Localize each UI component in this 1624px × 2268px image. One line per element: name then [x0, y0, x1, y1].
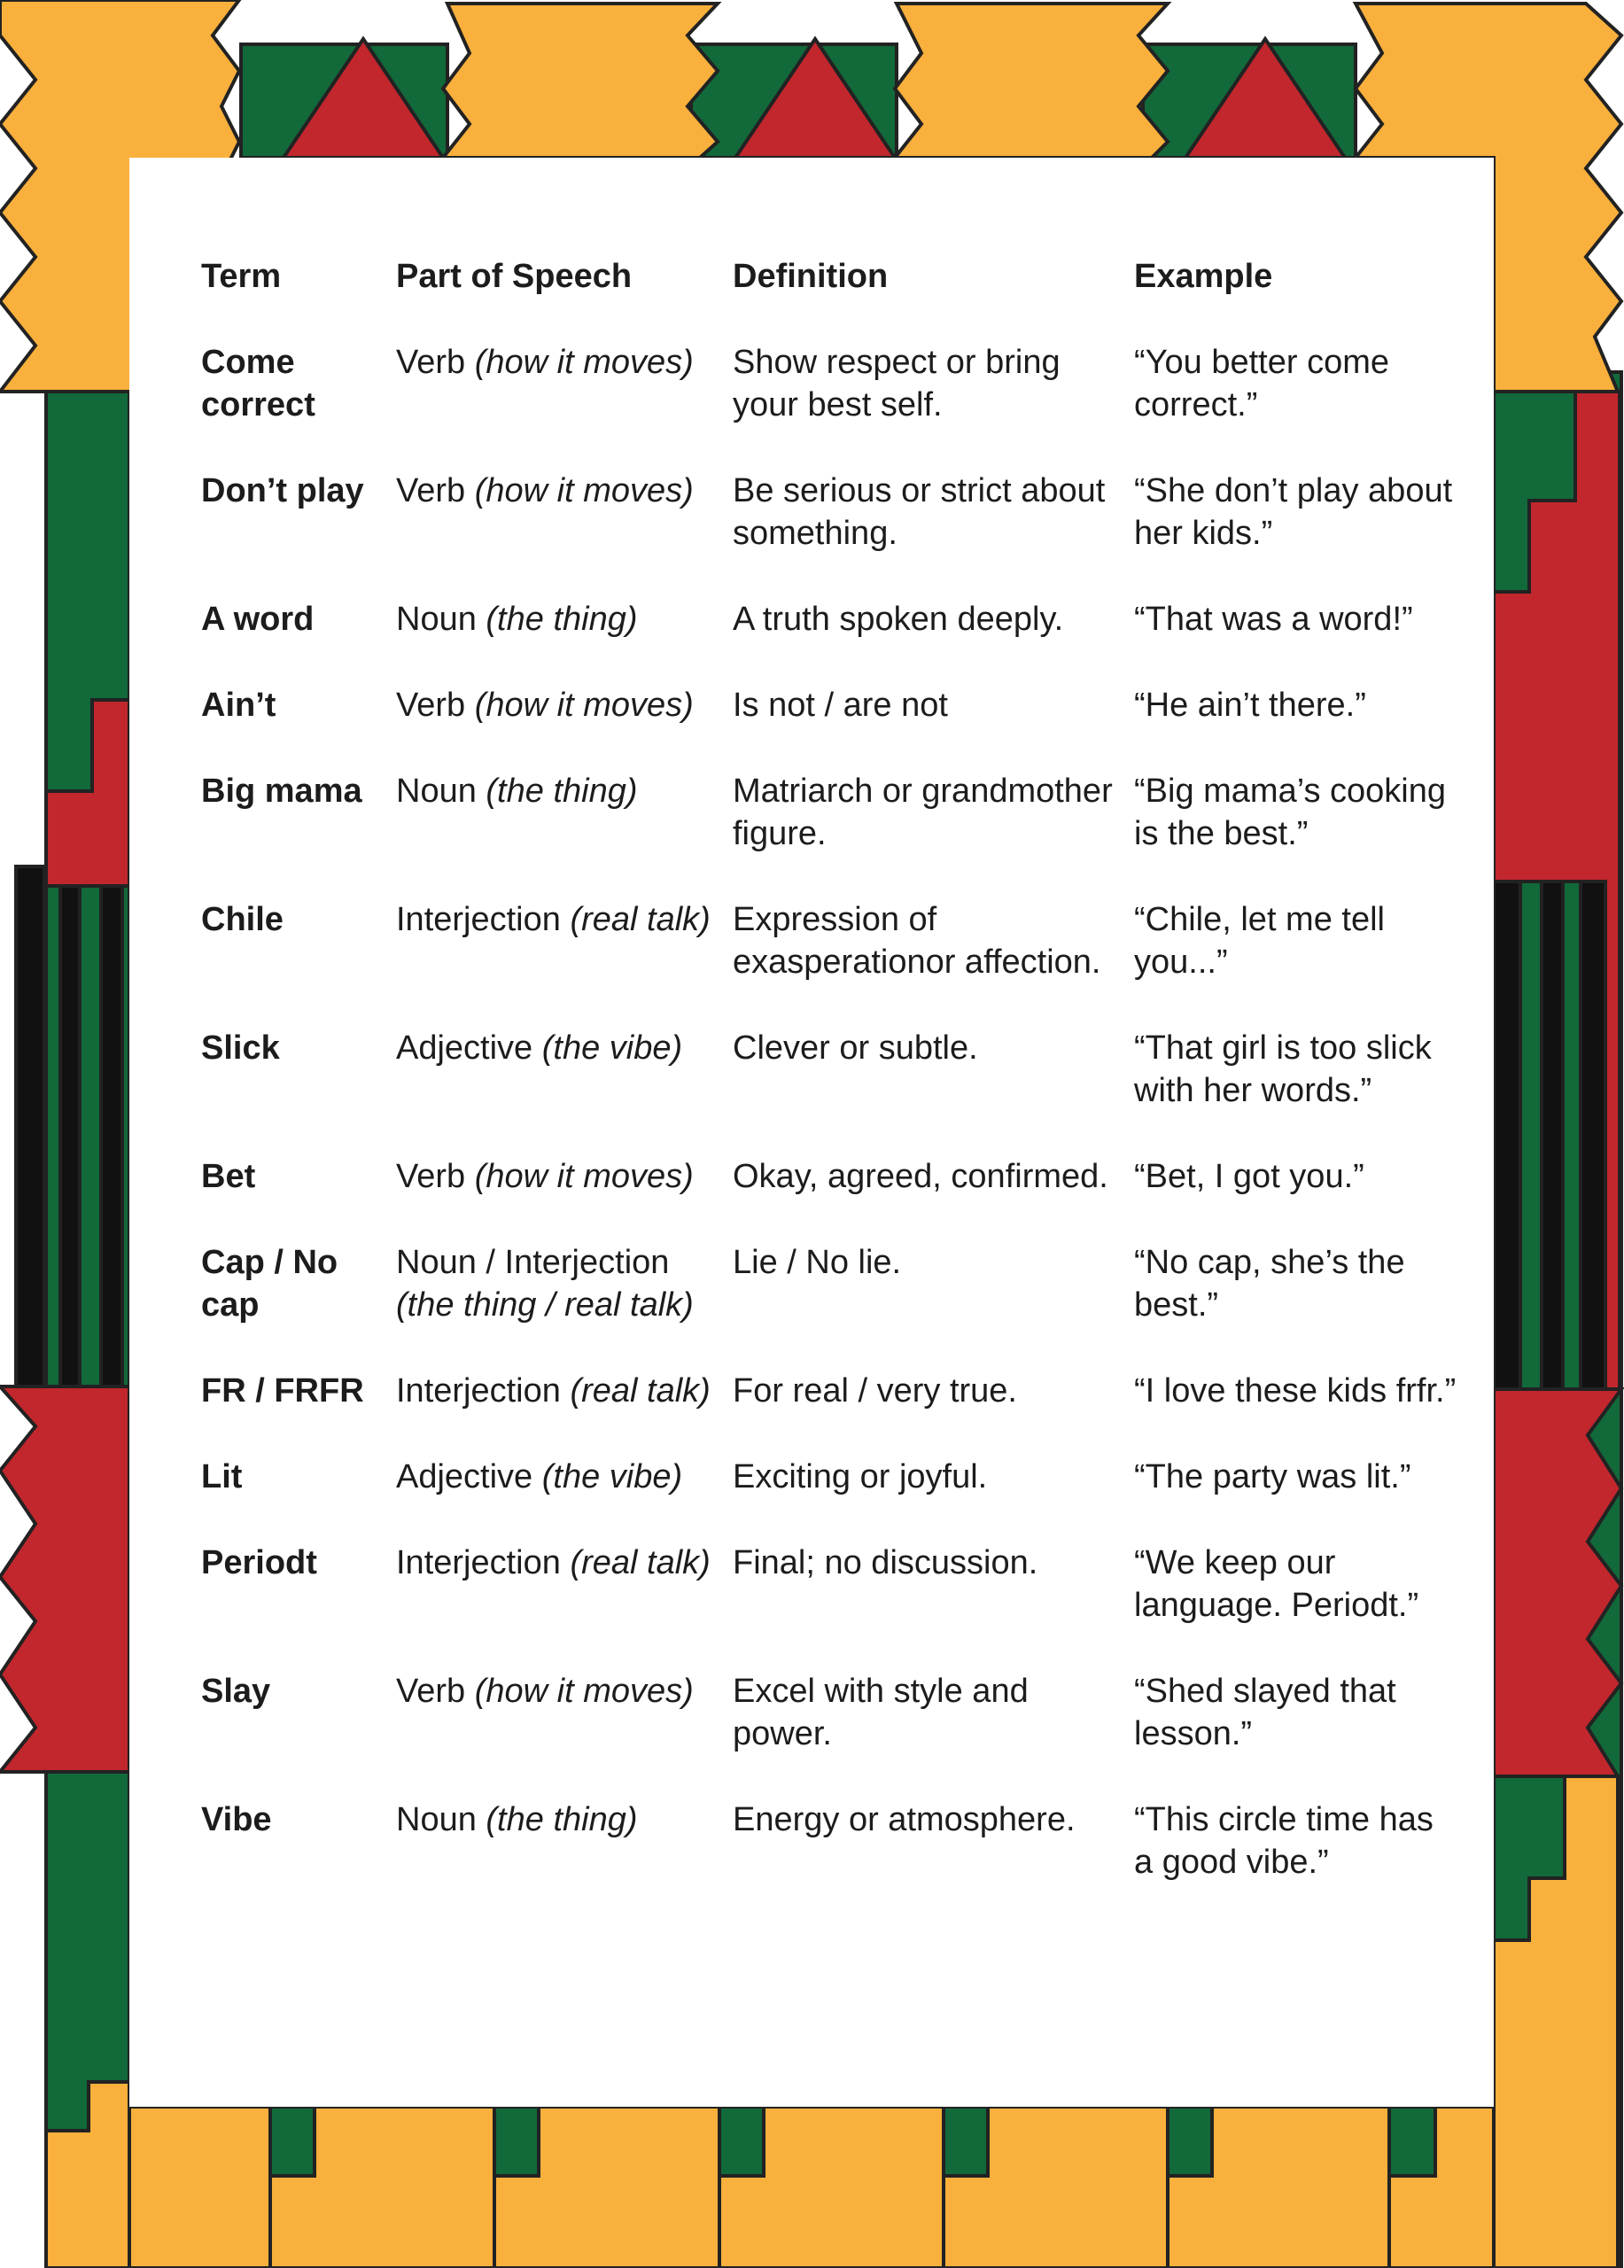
glossary-card	[129, 158, 1494, 2107]
pos-gloss: (how it moves)	[474, 1158, 694, 1195]
part-of-speech-cell	[396, 770, 733, 898]
table-row	[201, 1456, 1459, 1542]
table-row	[201, 341, 1459, 470]
pos-label: Noun	[396, 601, 477, 638]
part-of-speech-cell	[396, 1542, 733, 1670]
pos-label: Adjective	[396, 1458, 533, 1495]
table-row	[201, 770, 1459, 898]
definition-cell: Matriarch or grandmother figure.	[733, 773, 1113, 852]
example-cell: “The party was lit.”	[1134, 1458, 1411, 1495]
definition-cell: For real / very true.	[733, 1372, 1017, 1410]
table-row	[201, 898, 1459, 1027]
definition-cell: Be serious or strict about something.	[733, 472, 1106, 552]
definition-cell: Show respect or bring your best self.	[733, 344, 1061, 423]
part-of-speech-cell	[396, 470, 733, 598]
definition-cell: Exciting or joyful.	[733, 1458, 988, 1495]
table-row	[201, 1542, 1459, 1670]
pos-label: Interjection	[396, 1544, 561, 1581]
term-cell: Periodt	[201, 1544, 317, 1581]
term-cell: Vibe	[201, 1801, 272, 1838]
pos-label: Verb	[396, 1158, 466, 1195]
term-cell: Lit	[201, 1458, 243, 1495]
pos-gloss: (how it moves)	[474, 472, 694, 509]
part-of-speech-cell	[396, 1241, 733, 1370]
example-cell: “Bet, I got you.”	[1134, 1158, 1364, 1195]
term-cell: Slay	[201, 1673, 271, 1710]
part-of-speech-cell	[396, 1370, 733, 1456]
term-cell: Don’t play	[201, 472, 364, 509]
part-of-speech-cell	[396, 1670, 733, 1798]
table-row	[201, 470, 1459, 598]
example-cell: “Big mama’s cooking is the best.”	[1134, 773, 1447, 852]
pos-label: Noun	[396, 773, 477, 810]
table-row	[201, 1027, 1459, 1155]
pos-gloss: (the thing / real talk)	[396, 1286, 694, 1324]
pos-gloss: (the thing)	[486, 773, 638, 810]
pos-label: Interjection	[396, 901, 561, 938]
example-cell: “No cap, she’s the best.”	[1134, 1244, 1405, 1324]
term-cell: FR / FRFR	[201, 1372, 364, 1410]
left-red-banner	[0, 1386, 129, 1772]
example-cell: “That girl is too slick with her words.”	[1134, 1029, 1432, 1109]
table-row	[201, 1798, 1459, 1927]
part-of-speech-cell	[396, 1456, 733, 1542]
definition-cell: Is not / are not	[733, 687, 948, 724]
pos-label: Verb	[396, 1673, 466, 1710]
pos-gloss: (how it moves)	[474, 1673, 694, 1710]
pos-label: Interjection	[396, 1372, 561, 1410]
pos-label: Verb	[396, 687, 466, 724]
part-of-speech-cell	[396, 684, 733, 770]
pos-gloss: (the thing)	[486, 1801, 638, 1838]
example-cell: “She don’t play about her kids.”	[1134, 472, 1453, 552]
header-part-of-speech: Part of Speech	[396, 258, 633, 295]
term-cell: Slick	[201, 1029, 280, 1067]
part-of-speech-cell	[396, 1027, 733, 1155]
table-row	[201, 1241, 1459, 1370]
header-example: Example	[1134, 258, 1273, 295]
part-of-speech-cell	[396, 598, 733, 684]
example-cell: “That was a word!”	[1134, 601, 1413, 638]
table-row	[201, 1370, 1459, 1456]
pos-gloss: (the vibe)	[541, 1029, 683, 1067]
term-cell: Chile	[201, 901, 284, 938]
term-cell: A word	[201, 601, 315, 638]
pos-gloss: (how it moves)	[474, 687, 694, 724]
pos-label: Verb	[396, 472, 466, 509]
example-cell: “Chile, let me tell you...”	[1134, 901, 1385, 981]
header-definition: Definition	[733, 258, 889, 295]
definition-cell: Excel with style and power.	[733, 1673, 1029, 1752]
pos-label: Adjective	[396, 1029, 533, 1067]
glossary-table	[201, 255, 1459, 1927]
term-cell: Bet	[201, 1158, 256, 1195]
pos-gloss: (real talk)	[570, 1372, 711, 1410]
definition-cell: Final; no discussion.	[733, 1544, 1038, 1581]
example-cell: “Shed slayed that lesson.”	[1134, 1673, 1396, 1752]
pos-label: Verb	[396, 344, 466, 381]
part-of-speech-cell	[396, 341, 733, 470]
example-cell: “We keep our language. Periodt.”	[1134, 1544, 1419, 1624]
pos-gloss: (the vibe)	[541, 1458, 683, 1495]
example-cell: “You better come correct.”	[1134, 344, 1389, 423]
part-of-speech-cell	[396, 898, 733, 1027]
definition-cell: Clever or subtle.	[733, 1029, 978, 1067]
term-cell: Come correct	[201, 344, 315, 423]
pos-gloss: (real talk)	[570, 901, 711, 938]
pos-gloss: (real talk)	[570, 1544, 711, 1581]
pos-label: Noun	[396, 1801, 477, 1838]
header-term: Term	[201, 258, 282, 295]
table-row	[201, 684, 1459, 770]
table-row	[201, 598, 1459, 684]
example-cell: “He ain’t there.”	[1134, 687, 1366, 724]
definition-cell: Okay, agreed, confirmed.	[733, 1158, 1108, 1195]
pos-gloss: (how it moves)	[474, 344, 694, 381]
pos-label: Noun / Interjection	[396, 1244, 670, 1281]
part-of-speech-cell	[396, 1798, 733, 1927]
pos-gloss: (the thing)	[486, 601, 638, 638]
example-cell: “This circle time has a good vibe.”	[1134, 1801, 1434, 1881]
definition-cell: Expression of exasperationor affection.	[733, 901, 1101, 981]
term-cell: Big mama	[201, 773, 362, 810]
table-row	[201, 1155, 1459, 1241]
definition-cell: A truth spoken deeply.	[733, 601, 1064, 638]
part-of-speech-cell	[396, 1155, 733, 1241]
header-row	[201, 255, 1459, 341]
definition-cell: Lie / No lie.	[733, 1244, 902, 1281]
table-row	[201, 1670, 1459, 1798]
example-cell: “I love these kids frfr.”	[1134, 1372, 1457, 1410]
term-cell: Ain’t	[201, 687, 276, 724]
term-cell: Cap / No cap	[201, 1244, 338, 1324]
definition-cell: Energy or atmosphere.	[733, 1801, 1076, 1838]
